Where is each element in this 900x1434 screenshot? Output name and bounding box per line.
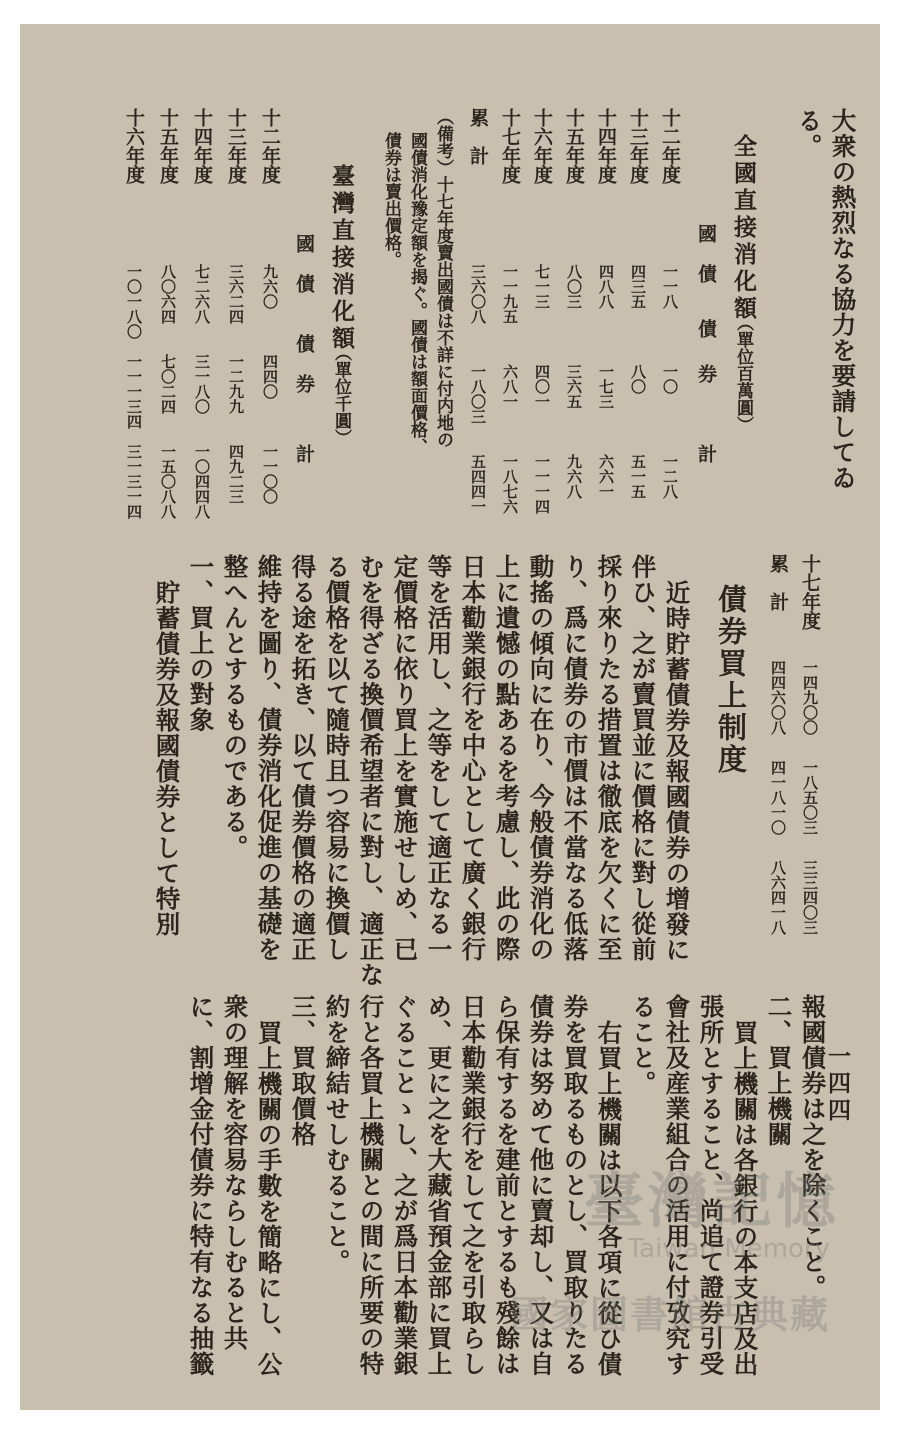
middle-line-15: 一、買上の對象 (186, 554, 216, 733)
taiwan-row-2-a: 三六二四 (227, 264, 245, 324)
right-line-19: に、割增金付債券に特有なる抽籤 (186, 994, 216, 1377)
taiwan-row-5-c: 三一三一四 (125, 444, 143, 519)
taiwan-row-7-c: 八六四一八 (769, 860, 787, 935)
national-row-2-year: 十三年度 (627, 108, 649, 184)
right-line-12: め、更に之を大藏省預金部に買上 (424, 994, 454, 1377)
middle-line-2: 伴ひ、之が賣買並に價格に對し從前 (628, 554, 658, 962)
national-row-3-year: 十四年度 (595, 108, 617, 184)
remark-line-2: 國債消化豫定額を揭ぐ。國債は額面價格、 (407, 132, 427, 455)
right-line-14: 行と各買上機關との間に所要の特 (356, 994, 386, 1377)
taiwan-header-4: 券 (293, 374, 315, 393)
taiwan-header-2: 債 (293, 274, 315, 293)
page-number: 一四四 (824, 1044, 851, 1125)
right-line-5: 會社及産業組合の活用に付攷究す (662, 994, 692, 1377)
national-row-2-a: 四三五 (629, 264, 647, 309)
right-line-18: 衆の理解を容易ならしむると共 (220, 994, 250, 1351)
taiwan-title: 臺灣直接消化額 (328, 164, 355, 353)
middle-line-5: 動搖の傾向に在り、今般債券消化の (526, 554, 556, 962)
taiwan-row-6-a: 一四九〇〇 (801, 660, 819, 735)
taiwan-row-4-year: 十五年度 (157, 108, 179, 184)
section-title: 債券買上制度 (714, 584, 748, 776)
right-line-8: 券を買取るものとし、買取りたる (560, 994, 590, 1377)
watermark-library: 國家圖書館古典藏 (509, 1292, 830, 1337)
right-line-11: 日本勸業銀行をして之を引取らし (458, 994, 488, 1377)
middle-line-6: 上に遺憾の點あるを考慮し、此の際 (492, 554, 522, 962)
national-row-7-a: 三六〇八 (469, 264, 487, 324)
taiwan-row-3-b: 三一八〇 (193, 354, 211, 414)
national-row-7-c: 五四四一 (469, 454, 487, 514)
taiwan-row-1-c: 一一〇〇 (261, 444, 279, 504)
middle-line-8: 等を活用し、之等をして適正なる一 (424, 554, 454, 962)
middle-line-3: 採り來りたる措置は徹底を欠くに至 (594, 554, 624, 962)
middle-line-11: る價格を以て隨時且つ容易に換價し (322, 554, 352, 962)
right-line-1: 報國債券は之を除くこと。 (798, 994, 828, 1300)
national-row-1-b: 一〇 (661, 364, 679, 394)
taiwan-row-4-b: 七〇二四 (159, 354, 177, 414)
national-row-4-c: 九六八 (565, 454, 583, 499)
national-row-4-b: 三六五 (565, 364, 583, 409)
national-row-5-year: 十六年度 (531, 108, 553, 184)
right-line-2: 二、買上機關 (764, 994, 794, 1147)
national-row-7-year: 累 計 (467, 108, 489, 165)
scanned-page (20, 24, 880, 1410)
taiwan-header-3: 債 (293, 334, 315, 353)
taiwan-row-5-a: 一〇一八〇 (125, 264, 143, 339)
taiwan-row-1-a: 九六〇 (261, 264, 279, 309)
national-row-3-a: 四八八 (597, 264, 615, 309)
national-row-1-c: 一二八 (661, 454, 679, 499)
national-row-3-c: 六六一 (597, 454, 615, 499)
taiwan-unit: （單位千圓） (331, 344, 351, 446)
taiwan-row-4-a: 八〇六四 (159, 264, 177, 324)
right-line-6: ること。 (628, 994, 658, 1096)
taiwan-row-6-c: 三三四〇三 (801, 860, 819, 935)
middle-line-16: 貯蓄債券及報國債券として特別 (152, 580, 182, 937)
right-line-17: 買上機關の手數を簡略にし、公 (254, 1020, 284, 1377)
taiwan-header-5: 計 (293, 444, 315, 463)
national-row-4-a: 八〇三 (565, 264, 583, 309)
national-row-1-year: 十二年度 (659, 108, 681, 184)
right-line-15: 約を締結せしむること。 (322, 994, 352, 1275)
right-line-16: 三、買取價格 (288, 994, 318, 1147)
watermark-english: Taiwan Memory (627, 1234, 830, 1264)
right-line-3: 買上機關は各銀行の本支店及出 (730, 1020, 760, 1377)
taiwan-row-6-year: 十七年度 (799, 554, 821, 630)
taiwan-row-6-b: 一八五〇三 (801, 760, 819, 835)
middle-line-7: 日本勸業銀行を中心として廣く銀行 (458, 554, 488, 962)
taiwan-row-2-c: 四九二三 (227, 444, 245, 504)
national-row-5-b: 四〇一 (533, 364, 551, 409)
national-row-7-b: 一八〇三 (469, 364, 487, 424)
national-unit: （單位百萬圓） (733, 314, 753, 433)
middle-line-1: 近時貯蓄債券及報國債券の增發に (662, 580, 692, 963)
national-row-6-b: 六八一 (501, 364, 519, 409)
right-line-10: ら保有するを建前とするも殘餘は (492, 994, 522, 1377)
intro-line-2: る。 (794, 108, 824, 159)
taiwan-row-5-b: 一一一三四 (125, 354, 143, 429)
middle-line-14: 整へんとするものである。 (220, 554, 250, 860)
national-header-5: 計 (695, 444, 717, 463)
right-line-9: 債券は努めて他に賣却し、又は自 (526, 994, 556, 1377)
right-line-13: ぐることゝし、之が爲日本勸業銀 (390, 994, 420, 1377)
middle-line-12: 得る途を拓き、以て債券價格の適正 (288, 554, 318, 962)
remark-line-3: 債券は賣出價格。 (381, 132, 401, 268)
right-line-4: 張所とすること、尚追て證券引受 (696, 994, 726, 1377)
national-row-3-b: 一七三 (597, 364, 615, 409)
right-line-7: 右買上機關は以下各項に從ひ債 (594, 1020, 624, 1377)
taiwan-row-4-c: 一五〇八八 (159, 444, 177, 519)
remark-line-1: （備考）十七年度賣出國債は不詳に付内地の (433, 108, 453, 448)
national-row-1-a: 一一八 (661, 264, 679, 309)
national-row-6-year: 十七年度 (499, 108, 521, 184)
taiwan-header-1: 國 (293, 234, 315, 253)
national-title: 全國直接消化額 (730, 134, 757, 323)
national-row-2-b: 八〇 (629, 364, 647, 394)
taiwan-row-7-b: 四一八一〇 (769, 760, 787, 835)
taiwan-row-1-b: 四四〇 (261, 354, 279, 399)
national-header-2: 債 (695, 264, 717, 283)
middle-line-4: り、爲に債券の市價は不當なる低落 (560, 554, 590, 962)
taiwan-row-7-a: 四四六〇八 (769, 660, 787, 735)
taiwan-row-2-b: 一二九九 (227, 354, 245, 414)
taiwan-row-2-year: 十三年度 (225, 108, 247, 184)
national-header-3: 債 (695, 319, 717, 338)
national-row-6-a: 一一九五 (501, 264, 519, 324)
national-header-1: 國 (695, 224, 717, 243)
middle-line-10: むを得ざる換價希望者に對し、適正な (356, 554, 386, 988)
taiwan-row-3-year: 十四年度 (191, 108, 213, 184)
national-row-4-year: 十五年度 (563, 108, 585, 184)
national-row-5-c: 一一一四 (533, 454, 551, 514)
middle-line-13: 維持を圖り、債券消化促進の基礎を (254, 554, 284, 962)
national-header-4: 券 (695, 364, 717, 383)
taiwan-row-7-year: 累 計 (767, 554, 789, 611)
national-row-6-c: 一八七六 (501, 454, 519, 514)
taiwan-row-5-year: 十六年度 (123, 108, 145, 184)
taiwan-row-1-year: 十二年度 (259, 108, 281, 184)
taiwan-row-3-c: 一〇四四八 (193, 444, 211, 519)
national-row-5-a: 七一三 (533, 264, 551, 309)
national-row-2-c: 五一五 (629, 454, 647, 499)
middle-line-9: 定價格に依り買上を實施せしめ、已 (390, 554, 420, 962)
intro-line-1: 大衆の熱烈なる協力を要請してゐ (828, 108, 858, 491)
watermark-logo: 臺灣記憶 (584, 1167, 840, 1237)
taiwan-row-3-a: 七二六八 (193, 264, 211, 324)
